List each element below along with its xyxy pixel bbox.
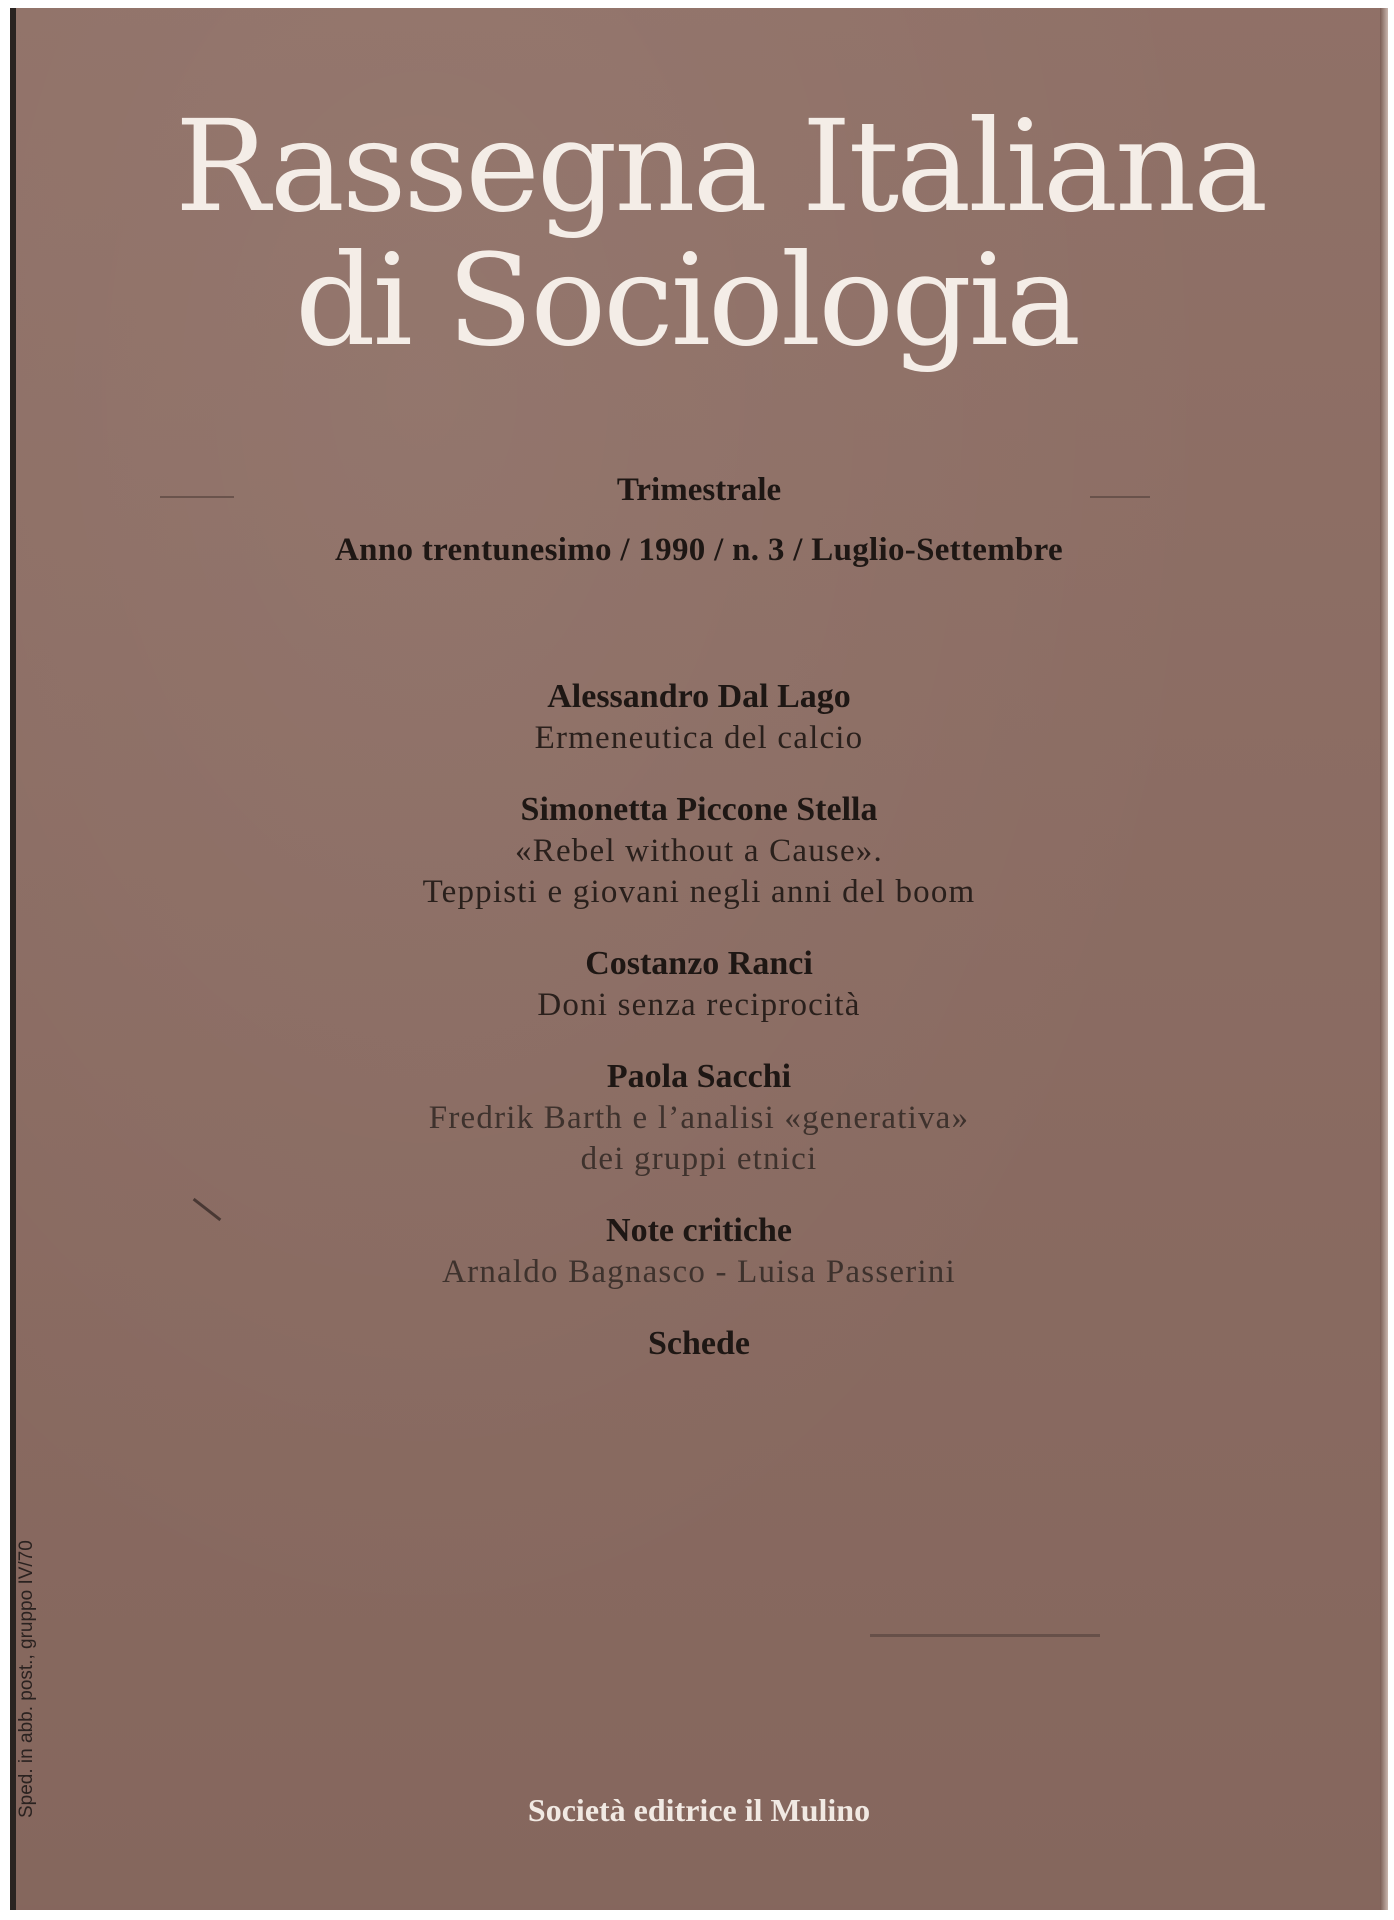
contents-entry: [10, 1056, 1388, 1180]
contents-entry: [10, 1323, 1388, 1365]
journal-title-line2: di Sociologia: [295, 227, 1079, 374]
publisher-name: Società editrice il Mulino: [527, 1792, 871, 1828]
entry-author: Alessandro Dal Lago: [547, 678, 851, 715]
entry-title-line: Fredrik Barth e l’analisi «generativa»: [428, 1100, 970, 1136]
postal-note: Sped. in abb. post., gruppo IV/70: [16, 1540, 37, 1818]
section-heading: Schede: [648, 1325, 750, 1362]
entry-title-line: Arnaldo Bagnasco - Luisa Passerini: [442, 1254, 956, 1290]
entry-author: Paola Sacchi: [606, 1058, 792, 1095]
journal-cover: [10, 8, 1388, 1910]
contents-entry: [10, 943, 1388, 1026]
entry-title-line: Ermeneutica del calcio: [534, 720, 864, 756]
entry-title-line: Teppisti e giovani negli anni del boom: [422, 874, 976, 910]
entry-title-line: Doni senza reciprocità: [537, 987, 861, 1023]
issue-block: [10, 470, 1388, 570]
entry-author: Simonetta Piccone Stella: [520, 791, 878, 828]
entry-title-line: «Rebel without a Cause».: [515, 833, 883, 869]
entry-author: Costanzo Ranci: [585, 945, 813, 982]
issue-frequency: Trimestrale: [616, 472, 782, 508]
section-heading: Note critiche: [606, 1212, 792, 1249]
divider-rule: [870, 1634, 1100, 1637]
journal-title-line1: Rassegna Italiana: [175, 93, 1266, 240]
issue-info: Anno trentunesimo / 1990 / n. 3 / Luglio-Settembre: [335, 532, 1063, 568]
table-of-contents: [10, 676, 1388, 1395]
contents-entry: [10, 789, 1388, 913]
contents-entry: [10, 676, 1388, 759]
contents-entry: [10, 1210, 1388, 1293]
journal-masthead: [10, 93, 1388, 374]
entry-title-line: dei gruppi etnici: [580, 1141, 818, 1177]
